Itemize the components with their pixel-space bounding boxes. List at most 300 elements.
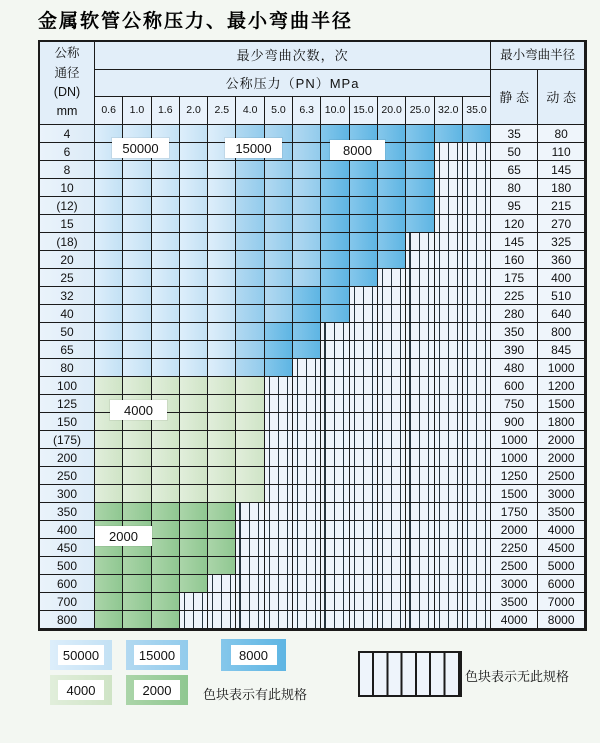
spec-zone-cell-2000 [208, 503, 236, 521]
no-spec-cell [350, 485, 378, 503]
spec-zone-cell-2000 [95, 503, 123, 521]
no-spec-cell [350, 521, 378, 539]
static-radius-value: 750 [491, 395, 538, 413]
no-spec-cell [463, 215, 491, 233]
spec-zone-cell-8000 [406, 197, 434, 215]
no-spec-cell [463, 305, 491, 323]
zone-label-50000: 50000 [112, 138, 169, 158]
zone-label-8000: 8000 [330, 140, 385, 160]
static-radius-value: 280 [491, 305, 538, 323]
spec-zone-cell-50000 [180, 341, 208, 359]
no-spec-cell [350, 287, 378, 305]
no-spec-cell [406, 305, 434, 323]
dn-cell: 80 [40, 359, 95, 377]
spec-zone-cell-50000 [123, 287, 151, 305]
no-spec-cell [463, 323, 491, 341]
no-spec-cell [265, 467, 293, 485]
spec-zone-cell-8000 [293, 287, 321, 305]
dn-cell: (12) [40, 197, 95, 215]
spec-zone-cell-8000 [293, 305, 321, 323]
spec-zone-cell-8000 [265, 323, 293, 341]
no-spec-cell [236, 575, 264, 593]
spec-zone-cell-4000 [152, 431, 180, 449]
no-spec-cell [321, 323, 349, 341]
no-spec-cell [406, 413, 434, 431]
legend-swatch-2000 [126, 675, 188, 705]
no-spec-cell [463, 593, 491, 611]
no-spec-cell [265, 575, 293, 593]
spec-zone-cell-15000 [265, 269, 293, 287]
no-spec-cell [435, 431, 463, 449]
no-spec-cell [435, 341, 463, 359]
no-spec-cell [378, 593, 406, 611]
no-spec-cell [435, 575, 463, 593]
no-spec-cell [180, 611, 208, 629]
spec-zone-cell-50000 [152, 233, 180, 251]
no-spec-cell [236, 539, 264, 557]
no-spec-cell [293, 377, 321, 395]
no-spec-cell [350, 395, 378, 413]
no-spec-cell [350, 377, 378, 395]
no-spec-cell [236, 503, 264, 521]
spec-zone-cell-4000 [152, 449, 180, 467]
spec-zone-cell-8000 [293, 341, 321, 359]
no-spec-cell [406, 359, 434, 377]
spec-zone-cell-50000 [208, 359, 236, 377]
spec-zone-cell-2000 [123, 557, 151, 575]
no-spec-cell [293, 467, 321, 485]
no-spec-cell [265, 503, 293, 521]
no-spec-cell [321, 377, 349, 395]
spec-zone-cell-4000 [180, 449, 208, 467]
spec-zone-cell-15000 [236, 269, 264, 287]
no-spec-cell [435, 377, 463, 395]
no-spec-cell [463, 197, 491, 215]
spec-zone-cell-4000 [95, 485, 123, 503]
spec-zone-cell-50000 [95, 215, 123, 233]
no-spec-cell [378, 503, 406, 521]
no-spec-cell [378, 413, 406, 431]
static-radius-value: 1000 [491, 431, 538, 449]
no-spec-cell [293, 593, 321, 611]
no-spec-cell [435, 305, 463, 323]
spec-zone-cell-50000 [95, 251, 123, 269]
no-spec-cell [406, 593, 434, 611]
dynamic-radius-value: 110 [538, 143, 585, 161]
dn-cell: 250 [40, 467, 95, 485]
spec-zone-cell-15000 [265, 197, 293, 215]
dynamic-radius-value: 180 [538, 179, 585, 197]
no-spec-cell [435, 143, 463, 161]
static-radius-value: 35 [491, 125, 538, 143]
spec-zone-cell-8000 [350, 233, 378, 251]
spec-zone-cell-15000 [265, 215, 293, 233]
spec-zone-cell-50000 [123, 197, 151, 215]
spec-zone-cell-50000 [123, 323, 151, 341]
dn-cell: 25 [40, 269, 95, 287]
spec-zone-cell-8000 [350, 197, 378, 215]
no-spec-cell [406, 269, 434, 287]
spec-zone-cell-4000 [123, 449, 151, 467]
spec-zone-cell-15000 [265, 287, 293, 305]
spec-zone-cell-50000 [180, 269, 208, 287]
legend-swatch-15000 [126, 640, 188, 670]
spec-zone-cell-4000 [95, 377, 123, 395]
dn-cell: 40 [40, 305, 95, 323]
spec-zone-cell-4000 [208, 431, 236, 449]
spec-zone-cell-15000 [293, 179, 321, 197]
pressure-value: 35.0 [463, 97, 491, 125]
no-spec-cell [463, 179, 491, 197]
spec-zone-cell-15000 [236, 233, 264, 251]
spec-zone-cell-15000 [236, 179, 264, 197]
no-spec-cell [406, 485, 434, 503]
no-spec-cell [321, 359, 349, 377]
spec-zone-cell-2000 [123, 503, 151, 521]
no-spec-cell [321, 593, 349, 611]
spec-zone-cell-8000 [435, 125, 463, 143]
bend-count-header: 最少弯曲次数，次 [95, 42, 491, 70]
spec-zone-cell-8000 [378, 251, 406, 269]
pressure-value: 32.0 [435, 97, 463, 125]
dynamic-radius-value: 6000 [538, 575, 585, 593]
spec-zone-cell-50000 [208, 323, 236, 341]
static-radius-value: 175 [491, 269, 538, 287]
dn-cell: (175) [40, 431, 95, 449]
no-spec-cell [435, 611, 463, 629]
spec-zone-cell-50000 [180, 197, 208, 215]
dn-cell: 500 [40, 557, 95, 575]
no-spec-cell [321, 485, 349, 503]
spec-zone-cell-4000 [236, 413, 264, 431]
no-spec-cell [321, 539, 349, 557]
static-radius-value: 95 [491, 197, 538, 215]
no-spec-cell [350, 539, 378, 557]
spec-zone-cell-50000 [152, 161, 180, 179]
dn-cell: 65 [40, 341, 95, 359]
dynamic-radius-value: 3500 [538, 503, 585, 521]
spec-zone-cell-2000 [123, 575, 151, 593]
no-spec-cell [293, 431, 321, 449]
spec-zone-cell-50000 [180, 143, 208, 161]
no-spec-cell [321, 611, 349, 629]
static-radius-value: 2250 [491, 539, 538, 557]
spec-zone-cell-15000 [293, 197, 321, 215]
spec-zone-cell-50000 [152, 323, 180, 341]
no-spec-cell [435, 287, 463, 305]
dynamic-radius-value: 2500 [538, 467, 585, 485]
spec-zone-cell-50000 [123, 359, 151, 377]
spec-zone-cell-2000 [95, 557, 123, 575]
static-radius-value: 1250 [491, 467, 538, 485]
spec-zone-cell-4000 [208, 395, 236, 413]
dn-cell: 8 [40, 161, 95, 179]
no-spec-cell [406, 341, 434, 359]
pressure-value: 6.3 [293, 97, 321, 125]
dn-header-line: mm [56, 104, 78, 119]
dn-cell: 4 [40, 125, 95, 143]
no-spec-cell [350, 467, 378, 485]
spec-zone-cell-15000 [293, 269, 321, 287]
pressure-value: 5.0 [265, 97, 293, 125]
no-spec-cell [435, 413, 463, 431]
spec-zone-cell-50000 [123, 305, 151, 323]
no-spec-cell [406, 287, 434, 305]
static-radius-value: 120 [491, 215, 538, 233]
spec-zone-cell-50000 [95, 359, 123, 377]
spec-zone-cell-8000 [321, 161, 349, 179]
spec-zone-cell-2000 [95, 575, 123, 593]
spec-zone-cell-4000 [95, 467, 123, 485]
no-spec-cell [350, 557, 378, 575]
dynamic-radius-value: 2000 [538, 449, 585, 467]
spec-zone-cell-4000 [208, 449, 236, 467]
spec-zone-cell-4000 [208, 377, 236, 395]
no-spec-cell [463, 413, 491, 431]
no-spec-cell [378, 377, 406, 395]
dn-cell: 125 [40, 395, 95, 413]
no-spec-cell [293, 449, 321, 467]
zone-label-4000: 4000 [110, 400, 167, 420]
no-spec-cell [208, 575, 236, 593]
no-spec-cell [406, 395, 434, 413]
spec-zone-cell-4000 [236, 449, 264, 467]
spec-zone-cell-50000 [180, 323, 208, 341]
no-spec-cell [463, 287, 491, 305]
spec-zone-cell-2000 [152, 593, 180, 611]
spec-zone-cell-4000 [152, 467, 180, 485]
no-spec-cell [435, 197, 463, 215]
spec-zone-cell-50000 [180, 161, 208, 179]
spec-zone-cell-8000 [321, 287, 349, 305]
no-spec-cell [236, 611, 264, 629]
dynamic-radius-value: 215 [538, 197, 585, 215]
dn-header [40, 42, 95, 125]
spec-zone-cell-4000 [180, 485, 208, 503]
no-spec-cell [463, 449, 491, 467]
spec-zone-cell-50000 [180, 287, 208, 305]
spec-zone-cell-15000 [265, 251, 293, 269]
no-spec-cell [463, 611, 491, 629]
no-spec-cell [435, 449, 463, 467]
no-spec-cell [350, 323, 378, 341]
spec-zone-cell-50000 [180, 215, 208, 233]
no-spec-cell [350, 449, 378, 467]
static-radius-value: 65 [491, 161, 538, 179]
static-header: 静 态 [491, 70, 538, 125]
spec-zone-cell-50000 [152, 287, 180, 305]
static-radius-value: 1500 [491, 485, 538, 503]
spec-zone-cell-2000 [152, 557, 180, 575]
dynamic-radius-value: 1000 [538, 359, 585, 377]
spec-zone-cell-15000 [293, 233, 321, 251]
no-spec-cell [350, 413, 378, 431]
dynamic-radius-value: 145 [538, 161, 585, 179]
spec-zone-cell-50000 [180, 125, 208, 143]
pressure-value: 4.0 [236, 97, 264, 125]
no-spec-cell [435, 215, 463, 233]
no-spec-cell [265, 557, 293, 575]
no-spec-cell [406, 449, 434, 467]
dn-cell: 15 [40, 215, 95, 233]
spec-zone-cell-50000 [123, 269, 151, 287]
spec-zone-cell-50000 [208, 215, 236, 233]
no-spec-cell [293, 503, 321, 521]
spec-zone-cell-15000 [236, 197, 264, 215]
no-spec-cell [435, 233, 463, 251]
spec-zone-cell-8000 [350, 161, 378, 179]
no-spec-cell [378, 269, 406, 287]
spec-zone-cell-15000 [265, 179, 293, 197]
no-spec-cell [406, 557, 434, 575]
no-spec-cell [463, 143, 491, 161]
spec-zone-cell-2000 [95, 593, 123, 611]
dynamic-radius-value: 1200 [538, 377, 585, 395]
no-spec-cell [378, 539, 406, 557]
spec-zone-cell-50000 [208, 233, 236, 251]
spec-zone-cell-15000 [293, 161, 321, 179]
dynamic-radius-value: 640 [538, 305, 585, 323]
pressure-value: 1.0 [123, 97, 151, 125]
no-spec-cell [378, 467, 406, 485]
spec-zone-cell-15000 [236, 305, 264, 323]
no-spec-cell [350, 503, 378, 521]
spec-zone-cell-15000 [236, 359, 264, 377]
dynamic-radius-value: 270 [538, 215, 585, 233]
dn-header-line: 公称 [54, 46, 80, 61]
no-spec-cell [265, 413, 293, 431]
no-spec-cell [265, 449, 293, 467]
dn-cell: 350 [40, 503, 95, 521]
no-spec-cell [463, 251, 491, 269]
dn-cell: 300 [40, 485, 95, 503]
dynamic-radius-value: 4500 [538, 539, 585, 557]
spec-zone-cell-50000 [180, 305, 208, 323]
spec-zone-cell-4000 [123, 377, 151, 395]
static-radius-value: 600 [491, 377, 538, 395]
no-spec-cell [321, 395, 349, 413]
legend-swatch-4000 [50, 675, 112, 705]
no-spec-cell [435, 323, 463, 341]
dynamic-radius-value: 1800 [538, 413, 585, 431]
static-radius-value: 480 [491, 359, 538, 377]
legend-label: 15000 [134, 645, 180, 665]
dynamic-radius-value: 325 [538, 233, 585, 251]
spec-zone-cell-2000 [152, 539, 180, 557]
spec-zone-cell-8000 [378, 233, 406, 251]
no-spec-cell [378, 341, 406, 359]
spec-zone-cell-50000 [208, 305, 236, 323]
no-spec-cell [435, 467, 463, 485]
spec-zone-cell-8000 [321, 197, 349, 215]
no-spec-cell [293, 521, 321, 539]
no-spec-cell [378, 395, 406, 413]
legend-no-spec-text: 色块表示无此规格 [465, 669, 570, 684]
spec-zone-cell-50000 [123, 251, 151, 269]
spec-zone-cell-15000 [293, 125, 321, 143]
no-spec-cell [463, 575, 491, 593]
no-spec-cell [350, 575, 378, 593]
dynamic-radius-value: 845 [538, 341, 585, 359]
spec-zone-cell-50000 [95, 161, 123, 179]
spec-zone-cell-50000 [95, 341, 123, 359]
no-spec-cell [321, 575, 349, 593]
no-spec-cell [293, 575, 321, 593]
no-spec-cell [435, 395, 463, 413]
dynamic-header: 动 态 [538, 70, 585, 125]
dynamic-radius-value: 510 [538, 287, 585, 305]
spec-zone-cell-2000 [95, 611, 123, 629]
spec-zone-cell-4000 [208, 413, 236, 431]
legend-label: 4000 [58, 680, 104, 700]
spec-zone-cell-50000 [208, 161, 236, 179]
static-radius-value: 350 [491, 323, 538, 341]
spec-zone-cell-2000 [152, 521, 180, 539]
no-spec-cell [435, 557, 463, 575]
no-spec-cell [293, 413, 321, 431]
no-spec-cell [265, 539, 293, 557]
spec-zone-cell-50000 [208, 179, 236, 197]
static-radius-value: 225 [491, 287, 538, 305]
no-spec-cell [463, 161, 491, 179]
no-spec-cell [378, 521, 406, 539]
no-spec-cell [378, 449, 406, 467]
no-spec-cell [293, 557, 321, 575]
spec-zone-cell-50000 [123, 341, 151, 359]
no-spec-cell [406, 521, 434, 539]
spec-zone-cell-8000 [321, 233, 349, 251]
dn-cell: 6 [40, 143, 95, 161]
spec-zone-cell-50000 [180, 233, 208, 251]
no-spec-cell [406, 251, 434, 269]
no-spec-cell [293, 359, 321, 377]
static-radius-value: 1750 [491, 503, 538, 521]
no-spec-cell [435, 485, 463, 503]
dn-cell: 450 [40, 539, 95, 557]
spec-zone-cell-15000 [236, 215, 264, 233]
spec-zone-cell-15000 [265, 161, 293, 179]
dynamic-radius-value: 800 [538, 323, 585, 341]
no-spec-cell [293, 539, 321, 557]
spec-zone-cell-50000 [95, 233, 123, 251]
spec-zone-cell-8000 [321, 215, 349, 233]
spec-zone-cell-4000 [180, 395, 208, 413]
legend-label: 8000 [231, 645, 277, 665]
spec-zone-cell-50000 [123, 161, 151, 179]
no-spec-cell [435, 359, 463, 377]
no-spec-cell [406, 467, 434, 485]
no-spec-cell [378, 575, 406, 593]
dynamic-radius-value: 8000 [538, 611, 585, 629]
dn-header-line: (DN) [53, 85, 81, 99]
spec-zone-cell-8000 [406, 143, 434, 161]
no-spec-cell [463, 395, 491, 413]
spec-zone-cell-4000 [236, 377, 264, 395]
spec-zone-cell-50000 [123, 215, 151, 233]
dn-cell: 32 [40, 287, 95, 305]
no-spec-cell [321, 467, 349, 485]
no-spec-cell [350, 341, 378, 359]
legend-swatch-8000 [221, 639, 286, 671]
spec-zone-cell-8000 [350, 215, 378, 233]
zone-label-2000: 2000 [95, 526, 152, 546]
spec-zone-cell-15000 [265, 233, 293, 251]
spec-zone-cell-2000 [208, 521, 236, 539]
no-spec-cell [378, 557, 406, 575]
spec-zone-cell-4000 [236, 431, 264, 449]
radius-header: 最小弯曲半径 [491, 42, 585, 70]
spec-zone-cell-8000 [293, 323, 321, 341]
